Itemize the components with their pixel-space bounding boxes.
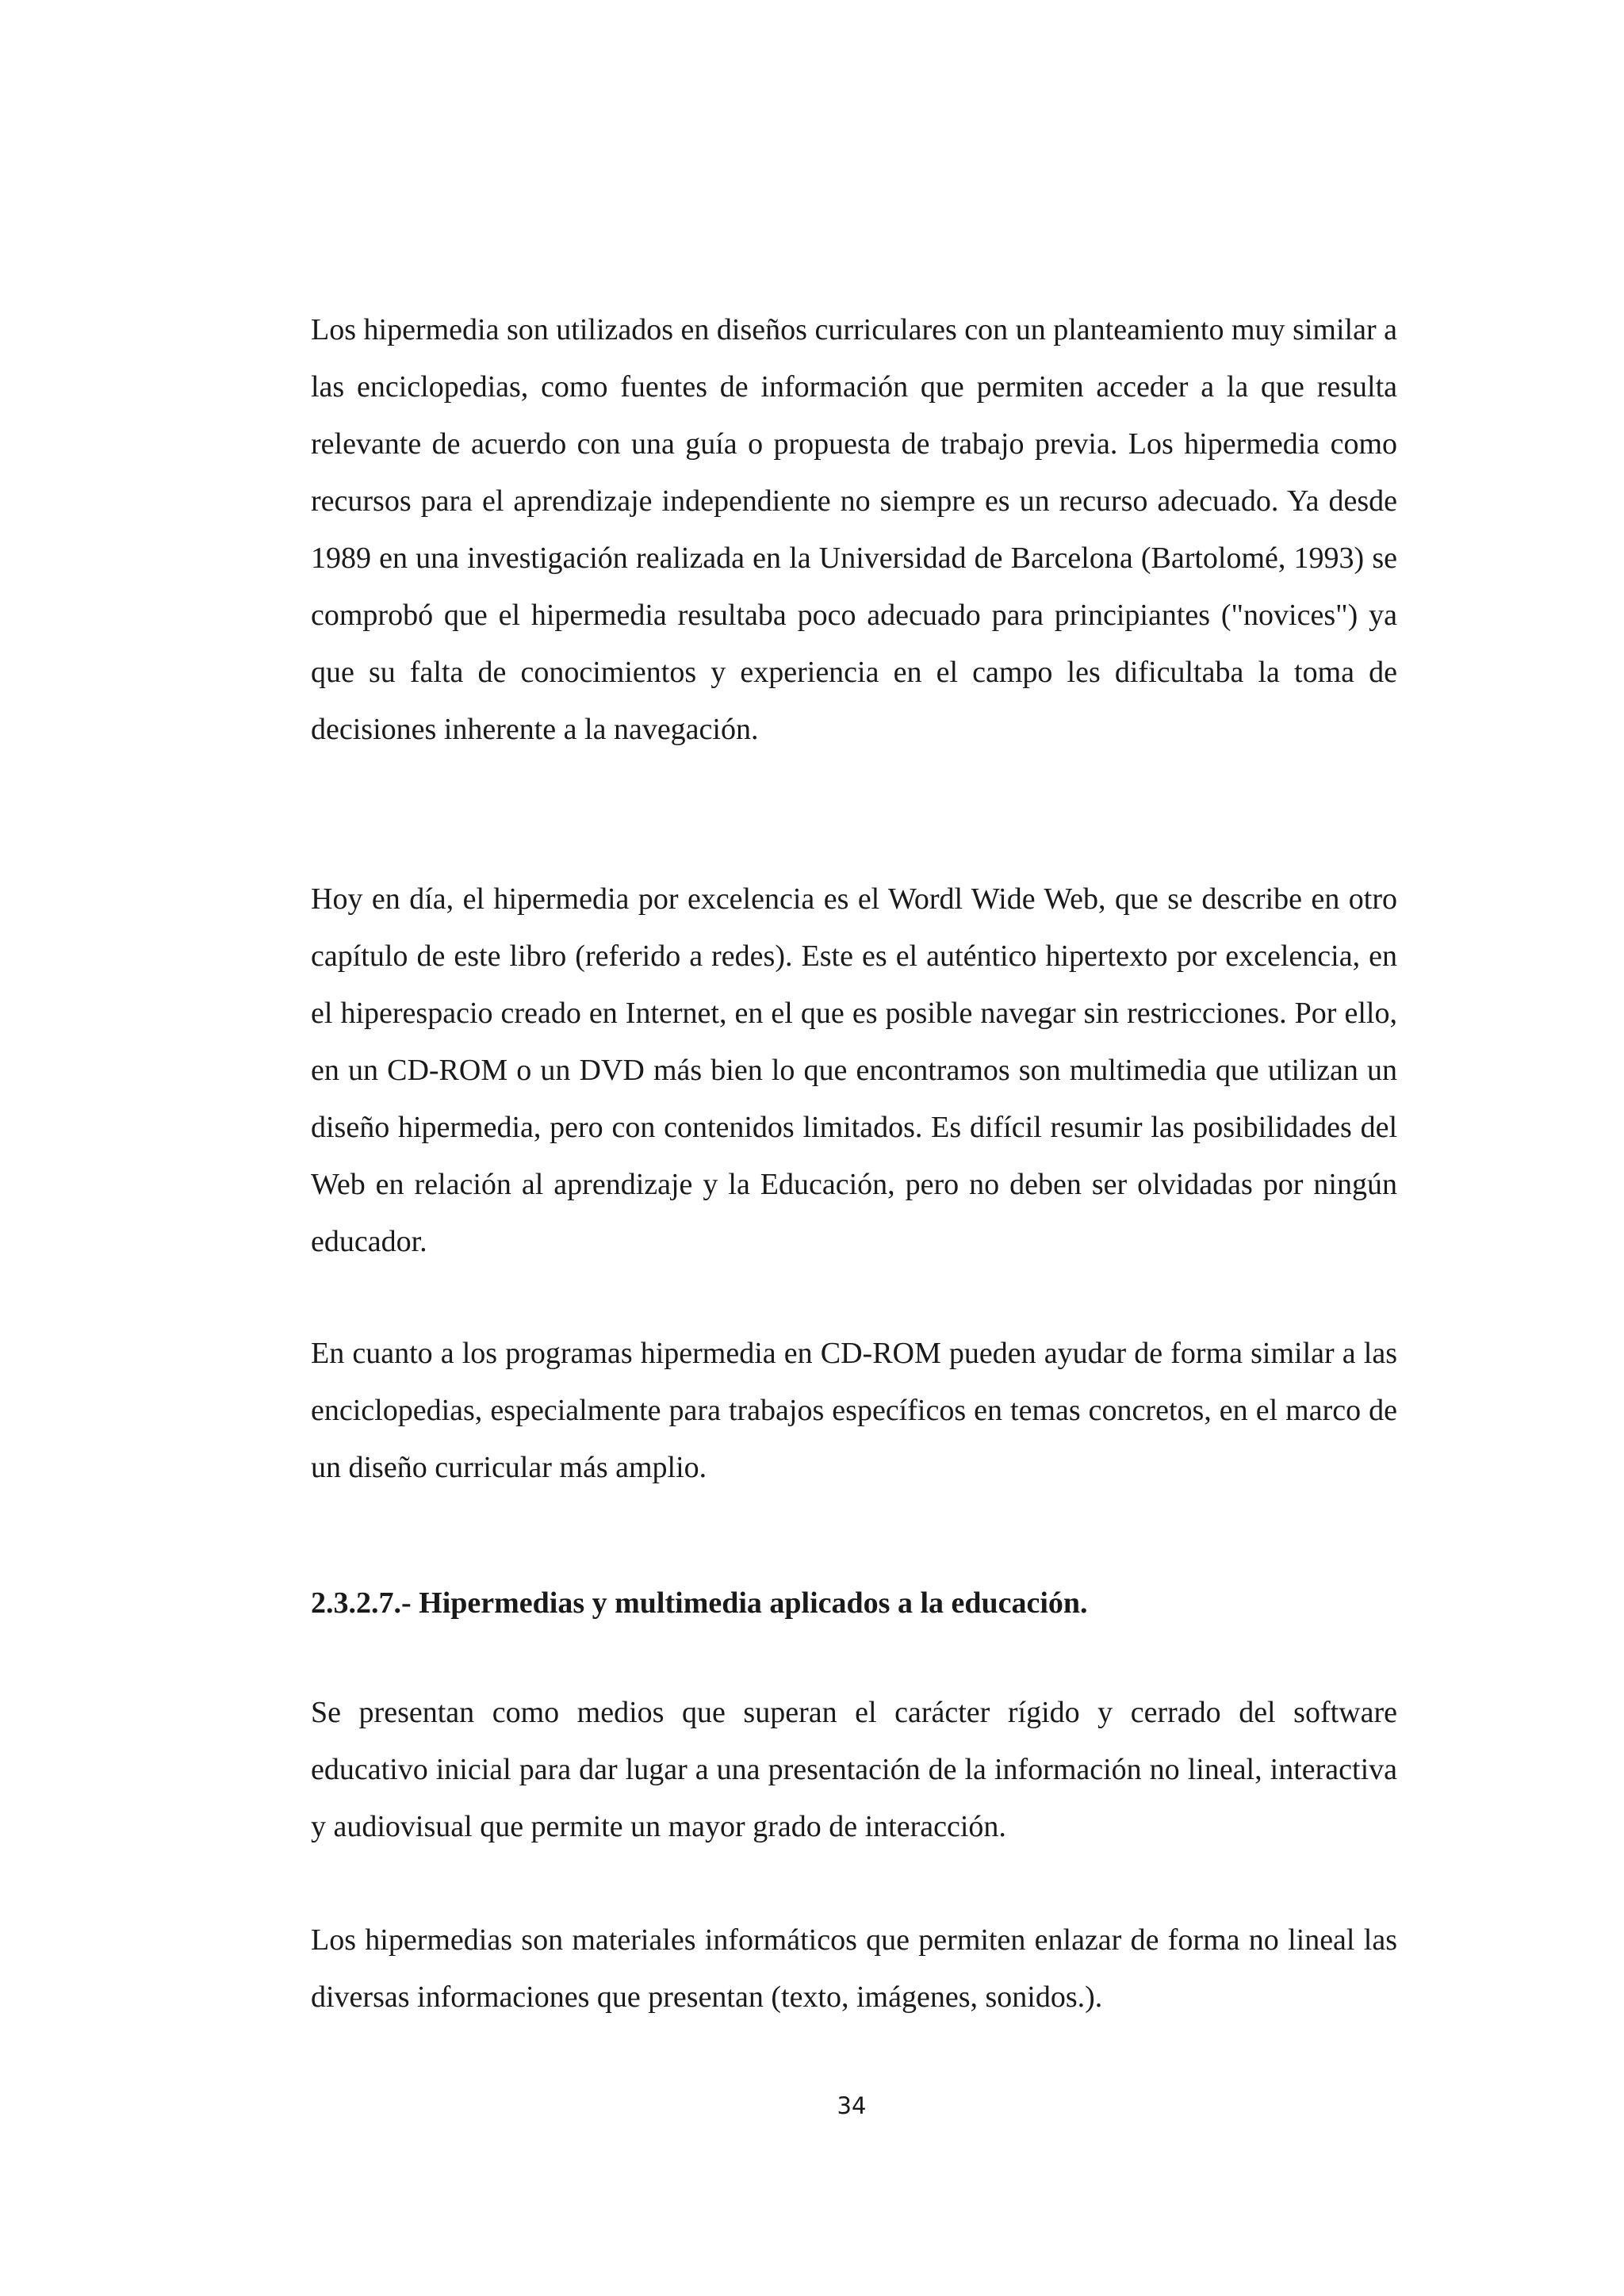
paragraph-hipermedia-curriculares: Los hipermedia son utilizados en diseños curriculares con un planteamiento muy similar a las enciclopedias, como fuentes de información que permiten acceder a la que resulta relevante de acuerdo con una guía o propuesta de trabajo previa. Los hipermedia como recursos para el aprendizaje independiente no siempre es un recurso adecuado. Ya desde 1989 en una investigación realizada en la Universidad de Barcelona (Bartolomé, 1993) se comprobó que el hipermedia resultaba poco adecuado para principiantes ("novices") ya que su falta de conocimientos y experiencia en el campo les dificultaba la toma de decisiones inherente a la navegación. [311, 313, 1397, 746]
paragraph-world-wide-web: Hoy en día, el hipermedia por excelencia es el Wordl Wide Web, que se describe en otro capítulo de este libro (referido a redes). Este es el auténtico hipertexto por excelencia, en el hiperespacio creado en Internet, en el que es posible navegar sin restricciones. Por ello, en un CD-ROM o un DVD más bien lo que encontramos son multimedia que utilizan un diseño hipermedia, pero con contenidos limitados. Es difícil resumir las posibilidades del Web en relación al aprendizaje y la Educación, pero no deben ser olvidadas por ningún educador. [311, 882, 1397, 1258]
paragraph-medios-interactivos: Se presentan como medios que superan el carácter rígido y cerrado del software educativo inicial para dar lugar a una presentación de la información no lineal, interactiva y audiovisual que permite un mayor grado de interacción. [311, 1696, 1397, 1843]
paragraph-materiales-informaticos: Los hipermedias son materiales informáticos que permiten enlazar de forma no lineal las diversas informaciones que presentan (texto, imágenes, sonidos.). [311, 1923, 1397, 2014]
section-heading: 2.3.2.7.- Hipermedias y multimedia aplicados a la educación. [311, 1586, 1088, 1620]
paragraph-cd-rom-programas: En cuanto a los programas hipermedia en CD-ROM pueden ayudar de forma similar a las enciclopedias, especialmente para trabajos específicos en temas concretos, en el marco de un diseño curricular más amplio. [311, 1337, 1397, 1484]
page-number: 34 [837, 2092, 867, 2119]
